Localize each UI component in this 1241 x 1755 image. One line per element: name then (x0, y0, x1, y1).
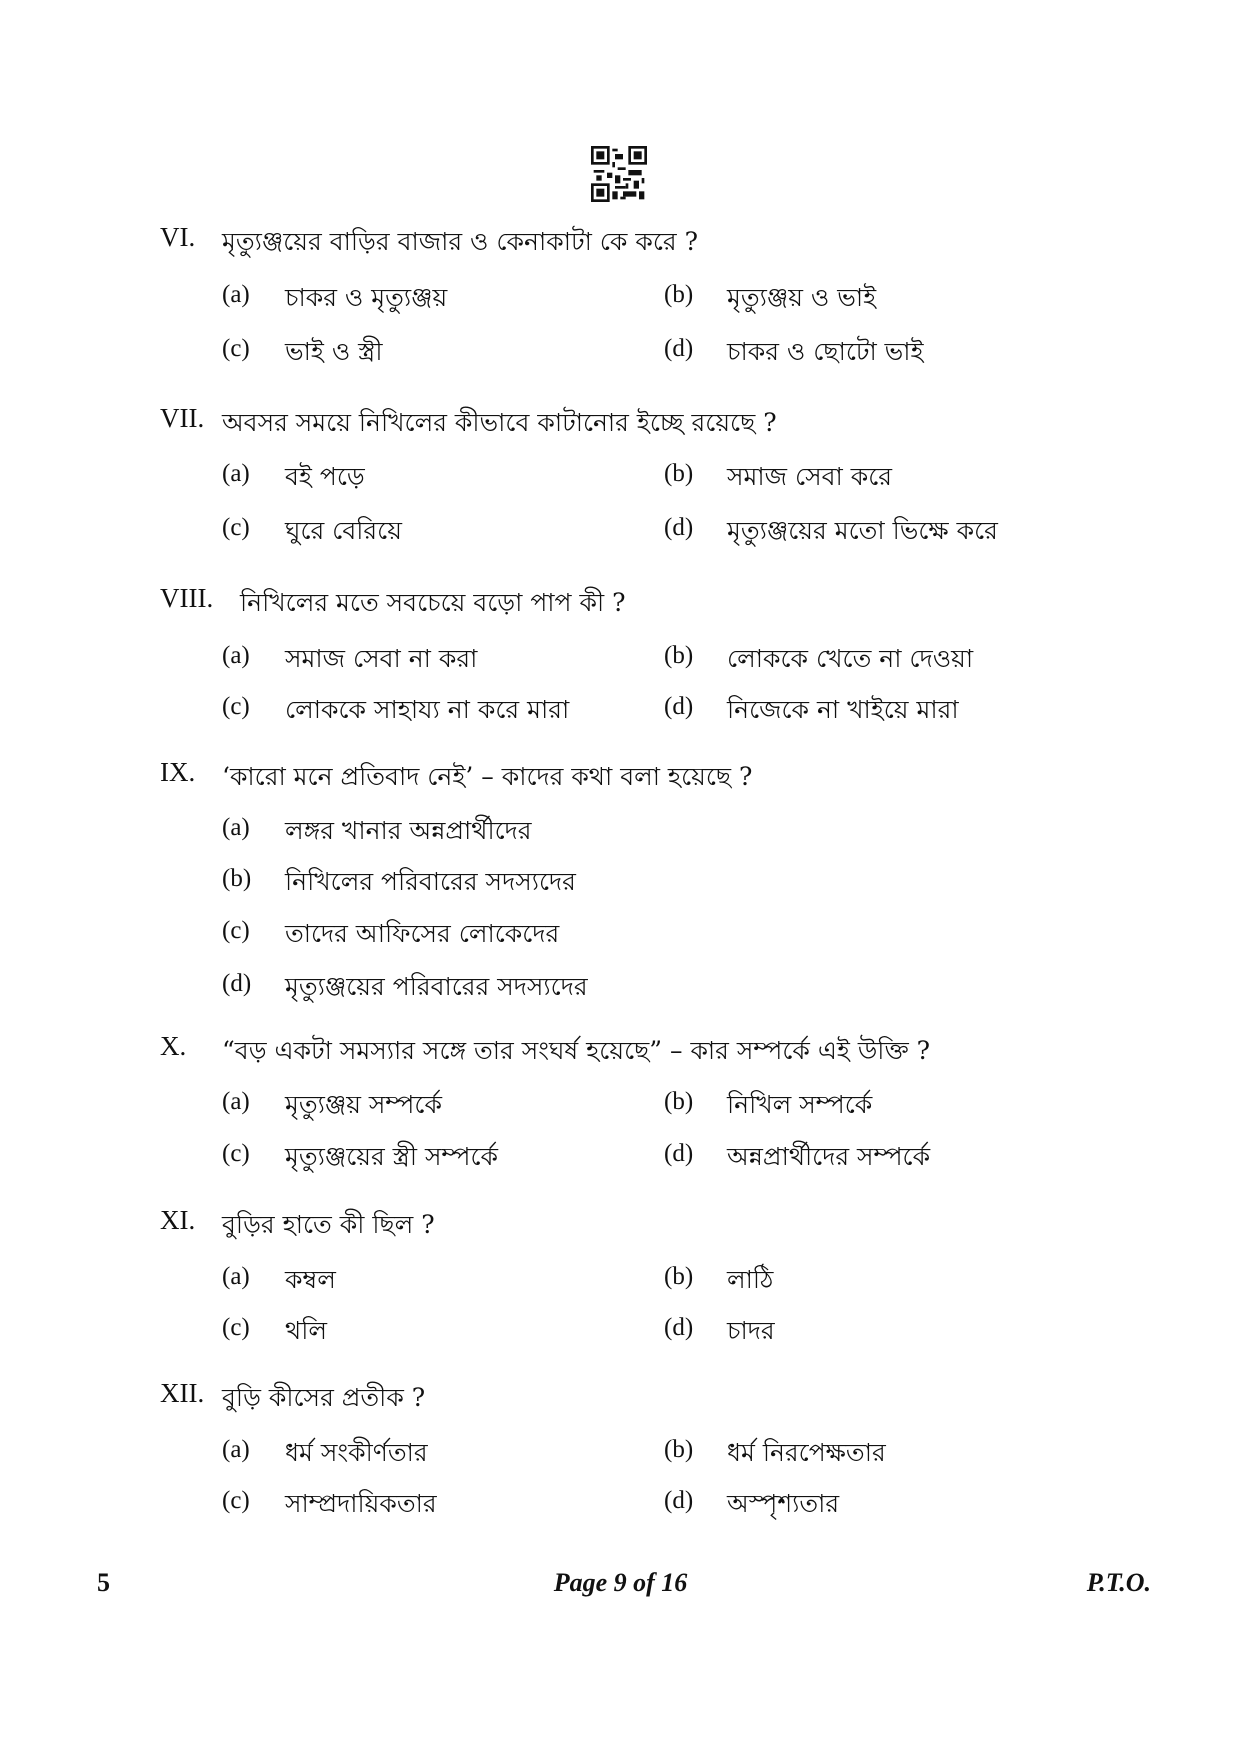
option-text: মৃত্যুঞ্জয়ের স্ত্রী সম্পর্কে (285, 1142, 499, 1171)
option-label: (b) (664, 460, 694, 487)
option-label: (b) (664, 281, 694, 308)
question-text: “বড় একটা সমস্যার সঙ্গে তার সংঘর্ষ হয়েছে” – কার সম্পর্কে এই উক্তি ? (222, 1036, 931, 1065)
option-text: অস্পৃশ্যতার (727, 1489, 840, 1518)
qr-code (591, 146, 647, 202)
option-text: চাদর (727, 1316, 775, 1345)
page-code: 5 (97, 1568, 110, 1597)
option-text: সমাজ সেবা না করা (285, 644, 478, 673)
question-text: বুড়ি কীসের প্রতীক ? (222, 1383, 426, 1412)
option-text: চাকর ও মৃত্যুঞ্জয় (285, 283, 448, 312)
option-text: থলি (285, 1316, 327, 1345)
option-label: (d) (664, 335, 694, 362)
question-number: X. (160, 1031, 187, 1061)
option-label: (b) (664, 1263, 694, 1290)
option-label: (a) (222, 1436, 250, 1463)
option-label: (b) (664, 1088, 694, 1115)
option-text: ধর্ম নিরপেক্ষতার (727, 1438, 886, 1467)
option-label: (a) (222, 1263, 250, 1290)
option-label: (c) (222, 1140, 250, 1167)
question-number: IX. (160, 757, 196, 787)
option-text: মৃত্যুঞ্জয়ের পরিবারের সদস্যদের (285, 972, 588, 1001)
option-text: মৃত্যুঞ্জয় ও ভাই (727, 283, 877, 312)
page-number: Page 9 of 16 (553, 1568, 688, 1597)
option-label: (c) (222, 917, 250, 944)
question-number: XII. (160, 1378, 205, 1408)
option-text: লঙ্গর খানার অন্নপ্রার্থীদের (285, 816, 532, 845)
option-label: (c) (222, 514, 250, 541)
option-label: (a) (222, 460, 250, 487)
option-label: (a) (222, 814, 250, 841)
question-text: অবসর সময়ে নিখিলের কীভাবে কাটানোর ইচ্ছে রয়েছে ? (222, 408, 777, 437)
option-text: সমাজ সেবা করে (727, 462, 893, 491)
question-text: ‘কারো মনে প্রতিবাদ নেই’ – কাদের কথা বলা হয়েছে ? (222, 762, 753, 791)
option-label: (c) (222, 335, 250, 362)
option-label: (a) (222, 642, 250, 669)
option-text: চাকর ও ছোটো ভাই (727, 337, 924, 366)
option-label: (b) (222, 865, 252, 892)
option-label: (d) (664, 1314, 694, 1341)
option-text: বই পড়ে (285, 462, 365, 491)
option-label: (c) (222, 1314, 250, 1341)
option-label: (c) (222, 693, 250, 720)
option-text: নিখিল সম্পর্কে (727, 1090, 873, 1119)
option-text: মৃত্যুঞ্জয়ের মতো ভিক্ষে করে (727, 516, 998, 545)
option-label: (d) (664, 693, 694, 720)
option-label: (d) (664, 1487, 694, 1514)
pto-label: P.T.O. (1086, 1568, 1151, 1597)
option-text: মৃত্যুঞ্জয় সম্পর্কে (285, 1090, 442, 1119)
option-text: ধর্ম সংকীর্ণতার (285, 1438, 428, 1467)
option-text: অন্নপ্রার্থীদের সম্পর্কে (727, 1142, 931, 1171)
option-label: (d) (664, 514, 694, 541)
option-text: ঘুরে বেরিয়ে (285, 516, 402, 545)
option-text: নিখিলের পরিবারের সদস্যদের (285, 867, 576, 896)
option-label: (a) (222, 1088, 250, 1115)
option-label: (a) (222, 281, 250, 308)
option-text: তাদের আফিসের লোকেদের (285, 919, 560, 948)
question-text: বুড়ির হাতে কী ছিল ? (222, 1210, 435, 1239)
question-text: মৃত্যুঞ্জয়ের বাড়ির বাজার ও কেনাকাটা কে করে ? (222, 227, 698, 256)
option-text: কম্বল (285, 1265, 336, 1294)
question-number: VI. (160, 222, 196, 252)
question-text: নিখিলের মতে সবচেয়ে বড়ো পাপ কী ? (240, 588, 626, 617)
option-label: (b) (664, 642, 694, 669)
question-number: VIII. (160, 583, 214, 613)
option-label: (b) (664, 1436, 694, 1463)
option-text: সাম্প্রদায়িকতার (285, 1489, 437, 1518)
option-text: নিজেকে না খাইয়ে মারা (727, 695, 959, 724)
option-text: লাঠি (727, 1265, 774, 1294)
option-label: (d) (664, 1140, 694, 1167)
option-text: লোককে খেতে না দেওয়া (727, 644, 974, 673)
option-label: (c) (222, 1487, 250, 1514)
option-text: ভাই ও স্ত্রী (285, 337, 383, 366)
option-label: (d) (222, 970, 252, 997)
option-text: লোককে সাহায্য না করে মারা (285, 695, 570, 724)
question-number: VII. (160, 403, 205, 433)
question-number: XI. (160, 1205, 196, 1235)
